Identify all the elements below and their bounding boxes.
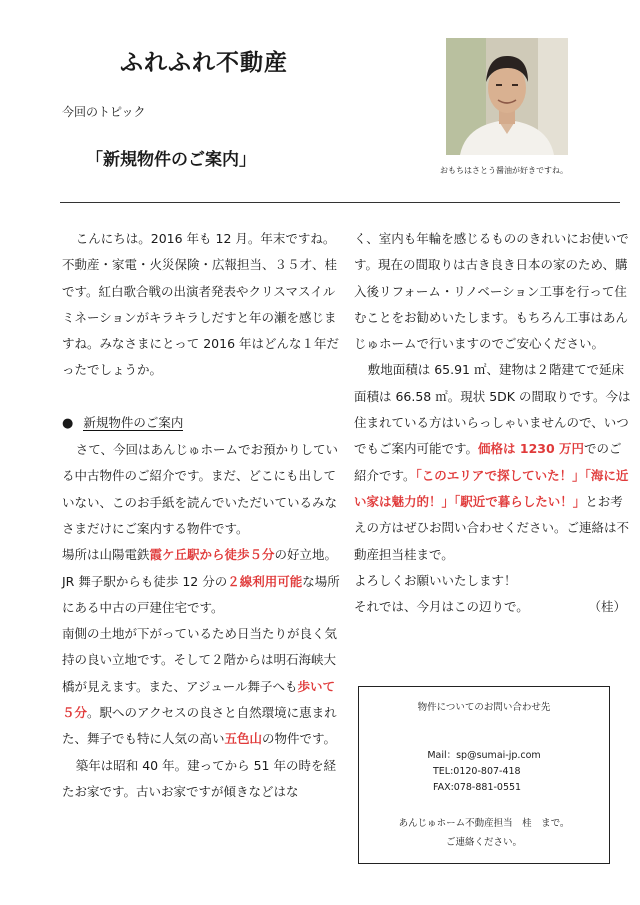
contact-heading: 物件についてのお問い合わせ先 — [417, 702, 551, 713]
highlight-text: 「このエリアで探していた！」「海に近い家は魅力的！」「駅近で暮らしたい！」 — [354, 467, 629, 509]
paragraph — [62, 621, 342, 752]
text: 南側の土地が下がっているため日当たりが良く気持の良い立地です。そして２階からは明石海峡大橋が見えます。また、アジュール舞子へも — [62, 626, 338, 694]
section-heading-text: 新規物件のご案内 — [83, 414, 184, 430]
contact-tel[interactable]: TEL:0120-807-418 — [433, 766, 521, 777]
paragraph: く、室内も年輪を感じるもののきれいにお使いです。現在の間取りは古き良き日本の家のため、購入後リフォーム・リノベーション工事を行って住むことをお勧めいたします。もちろん工事はあんじゅホームで行いますのでご安心ください。 — [354, 231, 629, 352]
highlight-text: 価格は 1230 万円 — [478, 441, 585, 457]
highlight-text: 五色山 — [224, 731, 263, 747]
intro-paragraph: こんにちは。2016 年も 12 月。年末ですね。不動産・家電・火災保険・広報担当、３５才、桂です。紅白歌合戦の出演者発表やクリスマスイルミネーションがキラキラしだすと年の瀬を感じますね。みなさまにとって 2016 年はどんな１年だったでしょうか。 — [62, 231, 340, 378]
paragraph: よろしくお願いいたします！ — [354, 572, 517, 588]
contact-fax: FAX:078-881-0551 — [433, 782, 522, 793]
section-heading — [62, 410, 342, 437]
page-title: ふれふれ不動産 — [120, 50, 288, 76]
topic-heading: 「新規物件のご案内」 — [86, 150, 256, 170]
highlight-text: 霞ケ丘駅から徒歩５分 — [149, 547, 275, 563]
text: とお考えの方はぜひお問い合わせください。ご連絡は不動産担当桂まで。 — [354, 493, 630, 562]
closing-text: それでは、今月はこの辺りで。 — [354, 599, 529, 615]
text: 。駅へのアクセスの良さと自然環境に恵まれた、舞子でも特に人気の高い — [62, 705, 337, 747]
contact-note: あんじゅホーム不動産担当 桂 まで。 — [398, 818, 570, 829]
topic-label: 今回のトピック — [62, 105, 146, 119]
paragraph — [354, 357, 634, 567]
author-photo — [446, 38, 568, 155]
text: の物件です。 — [262, 731, 337, 747]
text: の好立地。JR 舞子駅からも徒歩 12 分の — [62, 547, 338, 589]
text: な場所にある中古の戸建住宅です。 — [62, 573, 340, 615]
signature: （桂） — [588, 599, 626, 615]
paragraph — [62, 542, 342, 621]
header-divider — [60, 202, 620, 203]
right-column — [354, 226, 634, 620]
text: 場所は山陽電鉄 — [62, 547, 150, 563]
photo-caption: おもちはさとう醤油が好きですね。 — [440, 166, 568, 175]
contact-box — [358, 686, 610, 864]
contact-note: ご連絡ください。 — [445, 837, 522, 848]
contact-email[interactable]: Mail：sp@sumai-jp.com — [427, 750, 541, 761]
paragraph: さて、今回はあんじゅホームでお預かりしている中古物件のご紹介です。まだ、どこにも出していない、このお手紙を読んでいただいているみなさまだけにご案内する物件です。 — [62, 442, 339, 536]
left-column — [62, 226, 342, 805]
highlight-text: 歩いて５分 — [62, 678, 336, 721]
text: でのご紹介です。 — [354, 441, 622, 483]
signoff — [354, 594, 634, 620]
highlight-text: ２線利用可能 — [227, 573, 303, 589]
bullet-icon: ● — [62, 415, 74, 431]
paragraph: 築年は昭和 40 年。建ってから 51 年の時を経たお家です。古いお家ですが傾きなどはな — [62, 757, 336, 799]
text: 敷地面積は 65.91 ㎡、建物は２階建てで延床面積は 66.58 ㎡。現状 5DK の間取りです。今は住まれている方はいらっしゃいませんので、いつでもご案内可能です。 — [354, 362, 631, 457]
